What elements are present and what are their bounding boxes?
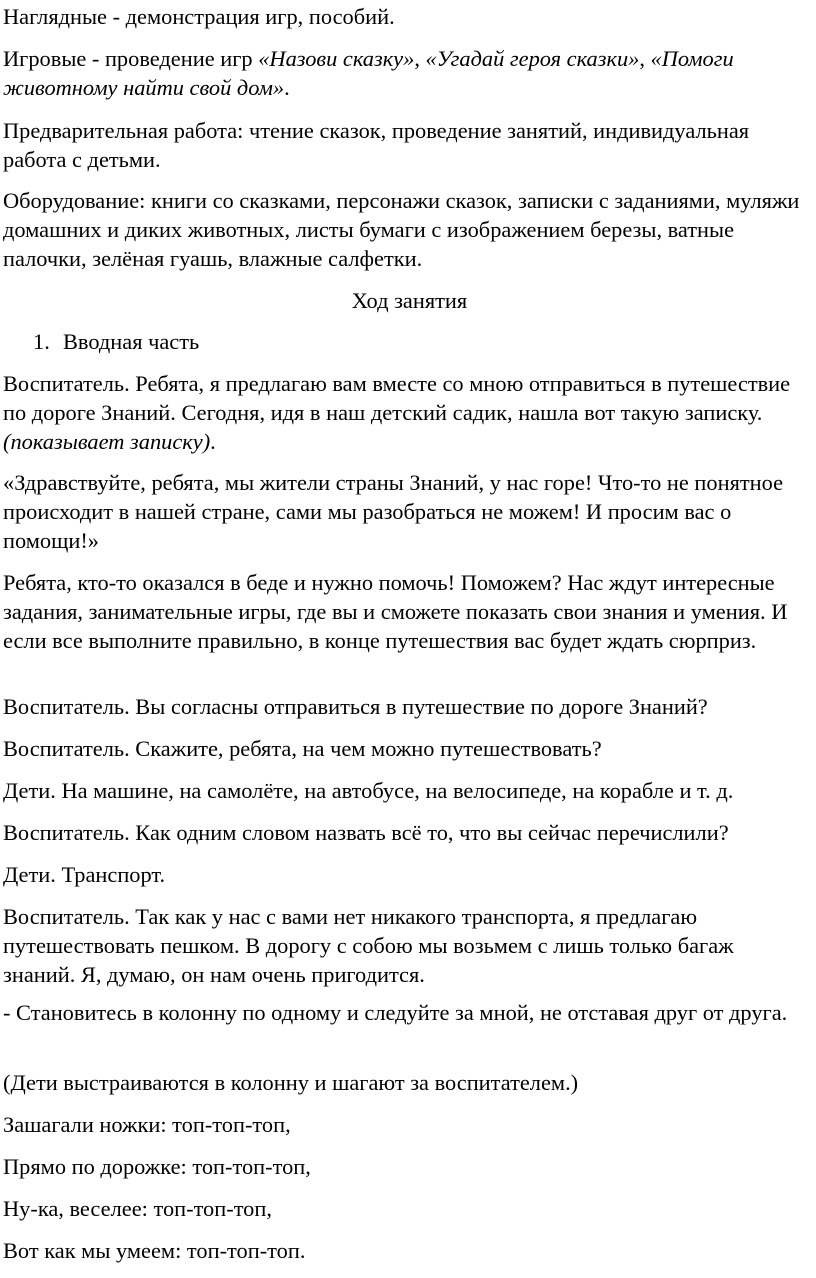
paragraph-children-answer-1: Дети. На машине, на самолёте, на автобусе, на велосипеде, на корабле и т. д. [3,778,734,803]
paragraph-teacher-question-3: Воспитатель. Как одним словом назвать всё то, что вы сейчас перечислили? [3,820,729,845]
paragraph-visual-methods: Наглядные - демонстрация игр, пособий. [3,4,395,29]
paragraph-teacher-question-1: Воспитатель. Вы согласны отправиться в путешествие по дороге Знаний? [3,694,708,719]
section-heading: Ход занятия [351,288,468,313]
paragraph-teacher-proposal: Воспитатель. Так как у нас с вами нет никакого транспорта, я предлагаю путешествовать пешком. В дорогу с собою мы возьмем с лишь только багаж знаний. Я, думаю, он нам очень пригодится. [3,904,734,988]
separator: , [639,46,651,71]
poem-line-3: Ну-ка, веселее: топ-топ-топ, [3,1196,272,1221]
paragraph-game-methods [3,44,808,102]
paragraph-children-answer-2: Дети. Транспорт. [3,862,166,887]
paragraph-instruction: - Становитесь в колонну по одному и следуйте за мной, не отставая друг от друга. [3,1000,788,1025]
paragraph-preliminary-work: Предварительная работа: чтение сказок, проведение занятий, индивидуальная работа с детьми. [3,118,750,173]
game-methods-intro: Игровые - проведение игр [3,46,259,71]
paragraph-stage-direction: (Дети выстраиваются в колонну и шагают за воспитателем.) [3,1070,579,1095]
teacher-intro-text: Воспитатель. Ребята, я предлагаю вам вместе со мною отправиться в путешествие по дороге Знаний. Сегодня, идя в наш детский садик, нашла вот такую записку. [3,371,791,426]
game-title-2: «Угадай героя сказки» [425,46,640,71]
list-number: 1. [33,329,50,354]
poem-line-1: Зашагали ножки: топ-топ-топ, [3,1112,291,1137]
stage-direction: (показывает записку) [3,429,211,455]
paragraph-letter: «Здравствуйте, ребята, мы жители страны Знаний, у нас горе! Что-то не понятное происходит в нашей стране, сами мы разобраться не можем! И просим вас о помощи!» [3,470,784,554]
game-title-3: «Помоги животному найти свой дом» [3,46,734,101]
game-title-1: «Назови сказку» [258,46,415,71]
period: . [284,75,290,101]
list-item [3,327,199,356]
paragraph-call-to-help: Ребята, кто-то оказался в беде и нужно помочь! Поможем? Нас ждут интересные задания, занимательные игры, где вы и сможете показать свои знания и умения. И если все выполните правильно, в конце путешествия вас будет ждать сюрприз. [3,570,788,654]
separator: , [414,46,426,71]
paragraph-teacher-question-2: Воспитатель. Скажите, ребята, на чем можно путешествовать? [3,736,602,761]
poem-line-4: Вот как мы умеем: топ-топ-топ. [3,1238,306,1263]
list-text: Вводная часть [63,329,200,354]
poem-line-2: Прямо по дорожке: топ-топ-топ, [3,1154,311,1179]
paragraph-teacher-intro [3,369,816,457]
paragraph-equipment: Оборудование: книги со сказками, персонажи сказок, записки с заданиями, муляжи домашних и диких животных, листы бумаги с изображением березы, ватные палочки, зелёная гуашь, влажные салфетки. [3,188,800,272]
period: . [210,429,216,455]
